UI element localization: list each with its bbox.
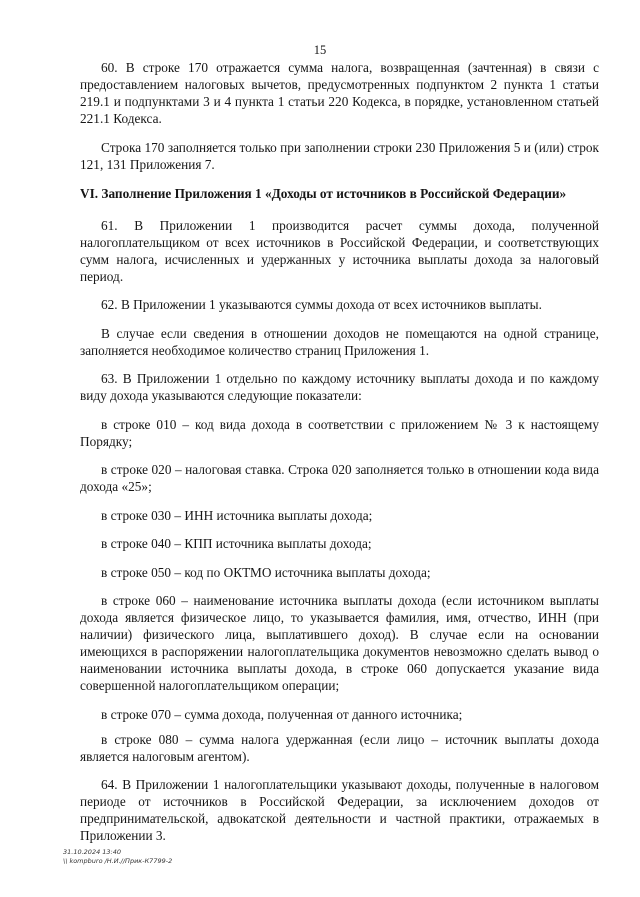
section-heading: VI. Заполнение Приложения 1 «Доходы от источников в Российской Федерации» <box>80 185 567 201</box>
line-080-item: в строке 080 – сумма налога удержанная (если лицо – источник выплаты дохода является налоговым агентом). <box>80 731 599 764</box>
paragraph-62: 62. В Приложении 1 указываются суммы дохода от всех источников выплаты. <box>101 297 542 312</box>
line-070-item: в строке 070 – сумма дохода, полученная от данного источника; <box>101 706 463 722</box>
page-number: 15 <box>313 43 327 57</box>
document-body <box>80 59 599 856</box>
footer-path: \\ kompburo /Н.И.//Прик-К7799-2 <box>63 857 173 865</box>
line-010-item: в строке 010 – код вида дохода в соответствии с приложением № 3 к настоящему Порядку; <box>80 416 599 449</box>
paragraph-63: 63. В Приложении 1 отдельно по каждому источнику выплаты дохода и по каждому виду дохода указываются следующие показатели: <box>80 371 599 403</box>
line-040-item: в строке 040 – КПП источника выплаты дохода; <box>101 536 372 551</box>
paragraph-60: 60. В строке 170 отражается сумма налога, возвращенная (зачтенная) в связи с предоставлением налоговых вычетов, предусмотренных подпунктом 2 пункта 1 статьи 219.1 и подпунктами 3 и 4 пункта 1 статьи 220 Кодекса, в порядке, установленном статьей 221.1 Кодекса. <box>80 60 599 126</box>
line-060-item: в строке 060 – наименование источника выплаты дохода (если источником выплаты дохода является физическое лицо, то указывается фамилия, имя, отчество, ИНН (при наличии) физического лица, выплатившего доход). В случае если на основании имеющихся в распоряжении налогоплательщика документов невозможно сделать вывод о наименовании источника выплаты дохода, в строке 060 допускается указание вида совершенной налогоплательщиком операции; <box>80 593 599 693</box>
line-030-item: в строке 030 – ИНН источника выплаты дохода; <box>101 507 373 523</box>
paragraph-61: 61. В Приложении 1 производится расчет суммы дохода, полученной налогоплательщиком от всех источников в Российской Федерации, и соответствующих сумм налога, исчисленных и удержанных у источника выплаты дохода за налоговый период. <box>80 217 599 284</box>
document-footer <box>63 848 172 866</box>
line-050-item: в строке 050 – код по ОКТМО источника выплаты дохода; <box>101 564 431 580</box>
footer-timestamp: 31.10.2024 13:40 <box>63 848 122 856</box>
line-020-item: в строке 020 – налоговая ставка. Строка 020 заполняется только в отношении кода вида дохода «25»; <box>80 462 599 494</box>
paragraph-60-note: Строка 170 заполняется только при заполнении строки 230 Приложения 5 и (или) строк 121, 131 Приложения 7. <box>80 139 599 172</box>
paragraph-64: 64. В Приложении 1 налогоплательщики указывают доходы, полученные в налоговом периоде от источников в Российской Федерации, за исключением доходов от предпринимательской, адвокатской деятельности и частной практики, отражаемых в Приложении 3. <box>80 777 599 843</box>
paragraph-62-note: В случае если сведения в отношении доходов не помещаются на одной странице, заполняется необходимое количество страниц Приложения 1. <box>80 325 599 358</box>
